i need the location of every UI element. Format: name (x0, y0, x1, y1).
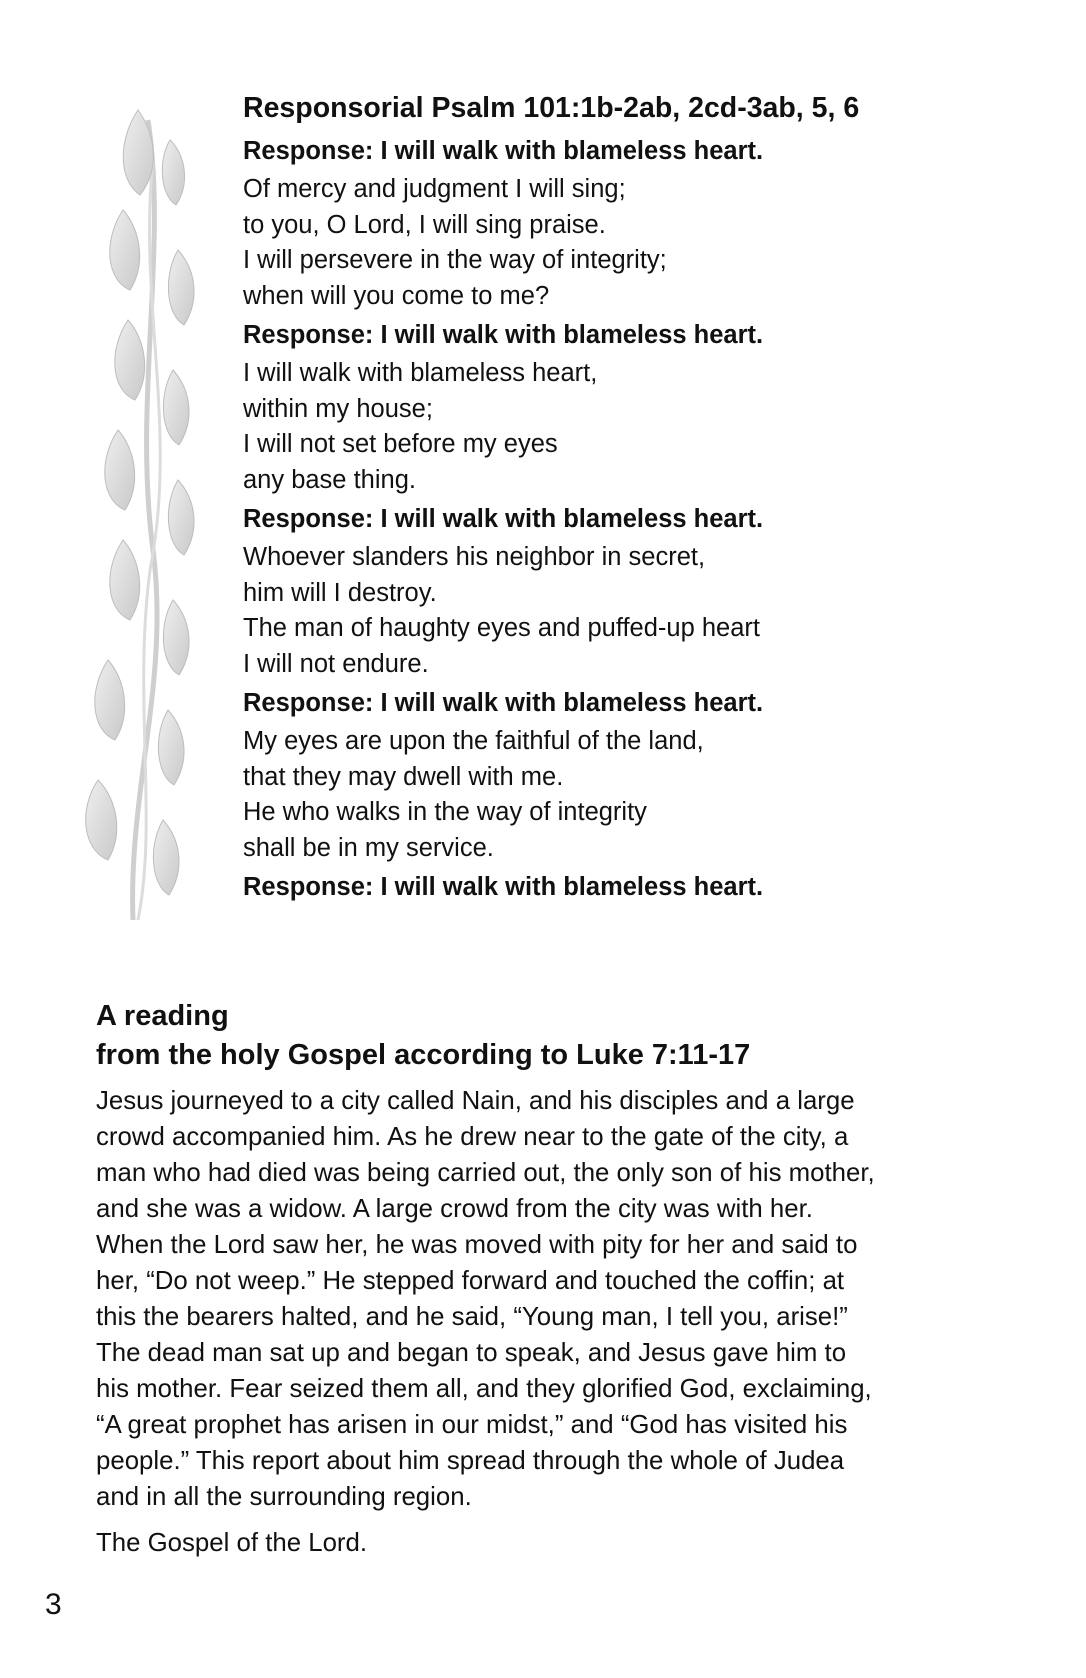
psalm-response: Response: I will walk with blameless heart. (243, 689, 764, 717)
stanza-line: Of mercy and judgment I will sing; (243, 175, 626, 203)
psalm-stanza-4 (243, 724, 1063, 866)
gospel-line: and she was a widow. A large crowd from the city was with her. (96, 1195, 813, 1223)
stanza-line: shall be in my service. (243, 833, 494, 862)
gospel-title (96, 997, 1016, 1075)
gospel-line: her, “Do not weep.” He stepped forward and touched the coffin; at (96, 1267, 845, 1295)
psalm-stanza-1 (243, 172, 1063, 314)
stanza-line: that they may dwell with me. (243, 762, 564, 791)
stanza-line: He who walks in the way of integrity (243, 798, 647, 826)
responsorial-psalm-section (243, 88, 1063, 908)
gospel-line: his mother. Fear seized them all, and they glorified God, exclaiming, (96, 1375, 872, 1403)
gospel-title-line-2: from the holy Gospel according to Luke 7:11-17 (96, 1039, 751, 1071)
gospel-line: Jesus journeyed to a city called Nain, and his disciples and a large (96, 1087, 855, 1115)
psalm-stanza-2 (243, 356, 1063, 498)
gospel-line: crowd accompanied him. As he drew near to the gate of the city, a (96, 1123, 849, 1151)
page-number: 3 (45, 1588, 62, 1621)
stanza-line: I will not endure. (243, 649, 429, 678)
gospel-line: “A great prophet has arisen in our midst,” and “God has visited his (96, 1411, 848, 1439)
gospel-line: man who had died was being carried out, the only son of his mother, (96, 1159, 875, 1187)
vine-leaves-illustration (78, 100, 218, 940)
psalm-response: Response: I will walk with blameless heart. (243, 873, 764, 901)
stanza-line: within my house; (243, 394, 433, 423)
gospel-title-line-1: A reading (96, 1000, 229, 1032)
psalm-stanza-3 (243, 540, 1063, 682)
psalm-response: Response: I will walk with blameless heart. (243, 505, 764, 533)
gospel-line: this the bearers halted, and he said, “Young man, I tell you, arise!” (96, 1303, 848, 1331)
stanza-line: when will you come to me? (243, 281, 550, 310)
stanza-line: Whoever slanders his neighbor in secret, (243, 543, 706, 571)
stanza-line: to you, O Lord, I will sing praise. (243, 210, 606, 239)
gospel-line: and in all the surrounding region. (96, 1483, 472, 1511)
stanza-line: I will walk with blameless heart, (243, 359, 598, 387)
gospel-line: The dead man sat up and began to speak, and Jesus gave him to (96, 1339, 847, 1367)
gospel-line: people.” This report about him spread through the whole of Judea (96, 1447, 845, 1475)
psalm-title: Responsorial Psalm 101:1b-2ab, 2cd-3ab, 5, 6 (243, 92, 860, 124)
stanza-line: I will not set before my eyes (243, 430, 558, 458)
stanza-line: I will persevere in the way of integrity; (243, 246, 667, 274)
stanza-line: The man of haughty eyes and puffed-up heart (243, 614, 760, 642)
gospel-closing: The Gospel of the Lord. (96, 1529, 368, 1557)
stanza-line: My eyes are upon the faithful of the land, (243, 727, 704, 755)
stanza-line: any base thing. (243, 465, 416, 494)
psalm-response: Response: I will walk with blameless heart. (243, 137, 764, 165)
stanza-line: him will I destroy. (243, 578, 437, 607)
psalm-response: Response: I will walk with blameless heart. (243, 321, 764, 349)
gospel-body (96, 1083, 1016, 1515)
gospel-line: When the Lord saw her, he was moved with pity for her and said to (96, 1231, 858, 1259)
gospel-reading-section (96, 997, 1016, 1561)
